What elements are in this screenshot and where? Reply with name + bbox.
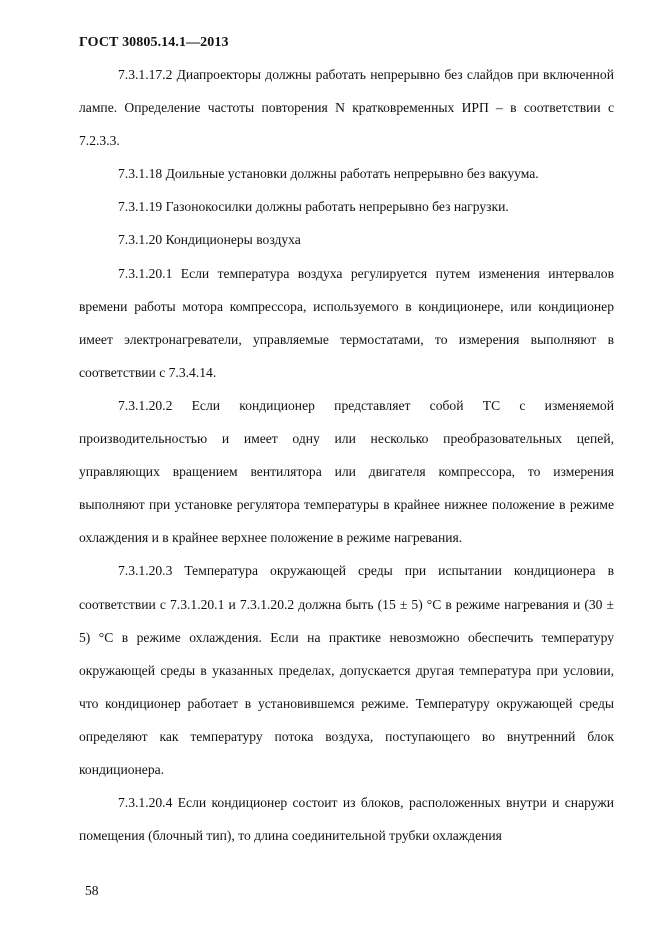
paragraph-7-3-1-20-4: 7.3.1.20.4 Если кондиционер состоит из блоков, расположенных внутри и снаружи помещения (блочный тип), то длина соединительной трубки охлаждения xyxy=(79,795,614,844)
paragraph-7-3-1-20: 7.3.1.20 Кондиционеры воздуха xyxy=(118,232,301,248)
paragraph-7-3-1-17-2: 7.3.1.17.2 Диапроекторы должны работать непрерывно без слайдов при включенной лампе. Определение частоты повторения N кратковременных ИРП – в соответствии с 7.2.3.3. xyxy=(79,67,614,149)
paragraph-7-3-1-20-2: 7.3.1.20.2 Если кондиционер представляет собой ТС с изменяемой производительностью и имеет одну или несколько преобразовательных цепей, управляющих вращением вентилятора или двигателя компрессора, то измерения выполняют при установке регулятора температуры в крайнее нижнее положение в режиме охлаждения и в крайнее верхнее положение в режиме нагревания. xyxy=(79,397,614,546)
paragraph-7-3-1-18: 7.3.1.18 Доильные установки должны работать непрерывно без вакуума. xyxy=(118,166,539,182)
page-number: 58 xyxy=(85,883,99,898)
paragraph-7-3-1-20-3: 7.3.1.20.3 Температура окружающей среды при испытании кондиционера в соответствии с 7.3.1.20.1 и 7.3.1.20.2 должна быть (15 ± 5) °С в режиме нагревания и (30 ± 5) °С в режиме охлаждения. Если на практике невозможно обеспечить температуру окружающей среды в указанных пределах, допускается другая температура при условии, что кондиционер работает в установившемся режиме. Температуру окружающей среды определяют как температуру потока воздуха, поступающего во внутренний блок кондиционера. xyxy=(79,563,614,777)
paragraph-7-3-1-20-1: 7.3.1.20.1 Если температура воздуха регулируется путем изменения интервалов времени работы мотора компрессора, используемого в кондиционере, или кондиционер имеет электронагреватели, управляемые термостатами, то измерения выполняют в соответствии с 7.3.4.14. xyxy=(79,265,614,380)
document-header: ГОСТ 30805.14.1—2013 xyxy=(79,35,229,50)
document-body xyxy=(79,58,614,852)
paragraph-7-3-1-19: 7.3.1.19 Газонокосилки должны работать непрерывно без нагрузки. xyxy=(118,199,509,215)
